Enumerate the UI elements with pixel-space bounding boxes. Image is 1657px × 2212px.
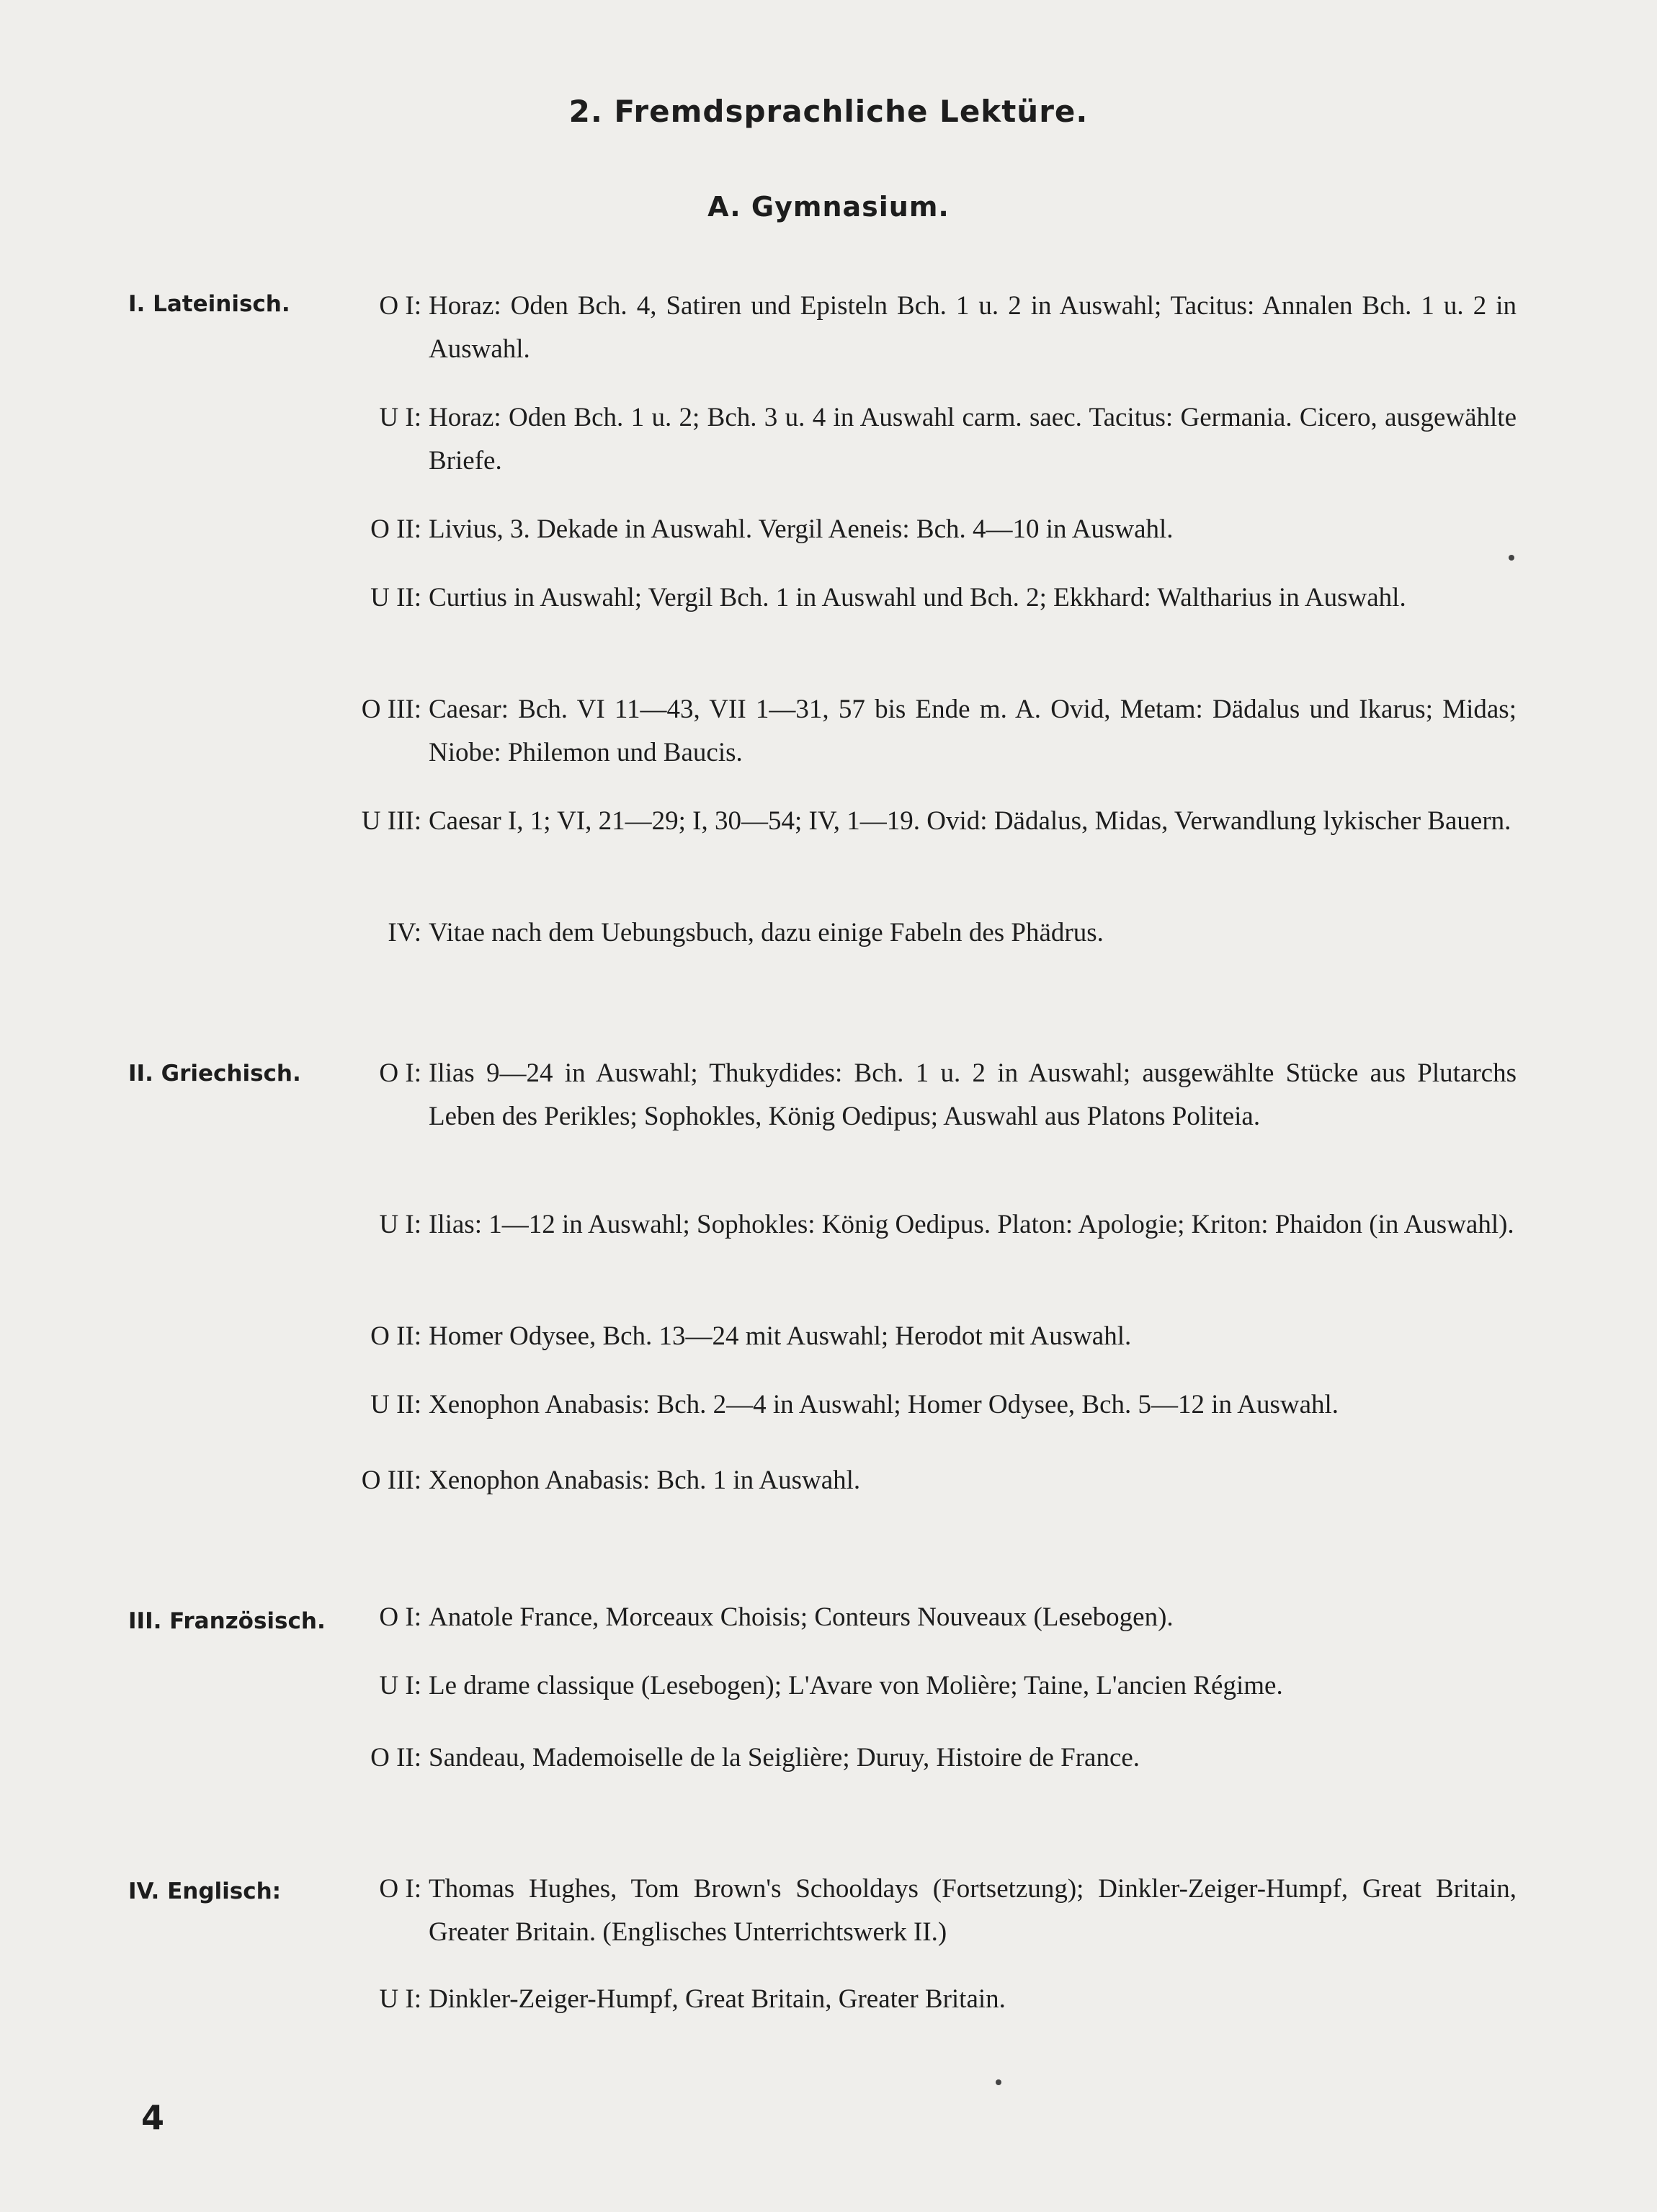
class-label: O I:	[379, 1058, 421, 1088]
ink-speck	[1509, 555, 1514, 561]
class-label: U II:	[370, 1390, 421, 1419]
page-title: 2. Fremdsprachliche Lektüre.	[568, 94, 1089, 129]
entry-text: Thomas Hughes, Tom Brown's Schooldays (Fortsetzung); Dinkler-Zeiger-Humpf, Great Britain, Greater Britain. (Englisches Unterrichtswerk II.)	[429, 1874, 1517, 1947]
entry-text: Sandeau, Mademoiselle de la Seiglière; Duruy, Histoire de France.	[429, 1743, 1140, 1772]
entry-text: Anatole France, Morceaux Choisis; Conteurs Nouveaux (Lesebogen).	[429, 1602, 1174, 1632]
entry-text: Vitae nach dem Uebungsbuch, dazu einige Fabeln des Phädrus.	[429, 918, 1104, 947]
entry-text: Le drame classique (Lesebogen); L'Avare von Molière; Taine, L'ancien Régime.	[429, 1671, 1283, 1700]
section-heading-greek: II. Griechisch.	[128, 1061, 301, 1087]
class-label: U I:	[379, 1671, 421, 1700]
ink-speck	[996, 2079, 1001, 2085]
class-label: U III:	[361, 806, 421, 836]
entry-text: Xenophon Anabasis: Bch. 2—4 in Auswahl; Homer Odysee, Bch. 5—12 in Auswahl.	[429, 1390, 1339, 1419]
class-label: O II:	[370, 1743, 421, 1772]
entry-text: Livius, 3. Dekade in Auswahl. Vergil Aeneis: Bch. 4—10 in Auswahl.	[429, 514, 1174, 544]
class-label: U I:	[379, 403, 421, 432]
class-label: O I:	[379, 1874, 421, 1904]
entry-text: Ilias: 1—12 in Auswahl; Sophokles: König Oedipus. Platon: Apologie; Kriton: Phaidon (in Auswahl).	[429, 1210, 1514, 1239]
class-label: O II:	[370, 514, 421, 544]
section-heading-french: III. Französisch.	[128, 1608, 326, 1634]
class-label: O I:	[379, 291, 421, 321]
entry-text: Caesar I, 1; VI, 21—29; I, 30—54; IV, 1—19. Ovid: Dädalus, Midas, Verwandlung lykischer Bauern.	[429, 806, 1511, 836]
section-heading-english: IV. Englisch:	[128, 1878, 282, 1904]
entry-text: Horaz: Oden Bch. 4, Satiren und Episteln Bch. 1 u. 2 in Auswahl; Tacitus: Annalen Bch. 1 u. 2 in Auswahl.	[429, 291, 1517, 364]
entry-text: Caesar: Bch. VI 11—43, VII 1—31, 57 bis Ende m. A. Ovid, Metam: Dädalus und Ikarus; Midas; Niobe: Philemon und Baucis.	[429, 695, 1517, 767]
class-label: O I:	[379, 1602, 421, 1632]
class-label: U II:	[370, 583, 421, 612]
entry-text: Xenophon Anabasis: Bch. 1 in Auswahl.	[429, 1466, 861, 1495]
page-number: 4	[141, 2098, 165, 2137]
entry-text: Curtius in Auswahl; Vergil Bch. 1 in Auswahl und Bch. 2; Ekkhard: Waltharius in Auswahl.	[429, 583, 1406, 612]
class-label: IV:	[388, 918, 421, 947]
class-label: O III:	[361, 695, 421, 724]
class-label: O II:	[370, 1321, 421, 1351]
entry-text: Ilias 9—24 in Auswahl; Thukydides: Bch. 1 u. 2 in Auswahl; ausgewählte Stücke aus Plutarchs Leben des Perikles; Sophokles, König Oedipus; Auswahl aus Platons Politeia.	[429, 1058, 1517, 1131]
page-subtitle: A. Gymnasium.	[707, 191, 950, 223]
class-label: U I:	[379, 1210, 421, 1239]
section-heading-latin: I. Lateinisch.	[128, 291, 290, 317]
class-label: U I:	[379, 1984, 421, 2014]
entry-text: Horaz: Oden Bch. 1 u. 2; Bch. 3 u. 4 in Auswahl carm. saec. Tacitus: Germania. Cicero, ausgewählte Briefe.	[429, 403, 1517, 476]
class-label: O III:	[361, 1466, 421, 1495]
entry-text: Homer Odysee, Bch. 13—24 mit Auswahl; Herodot mit Auswahl.	[429, 1321, 1132, 1351]
entry-text: Dinkler-Zeiger-Humpf, Great Britain, Greater Britain.	[429, 1984, 1006, 2014]
